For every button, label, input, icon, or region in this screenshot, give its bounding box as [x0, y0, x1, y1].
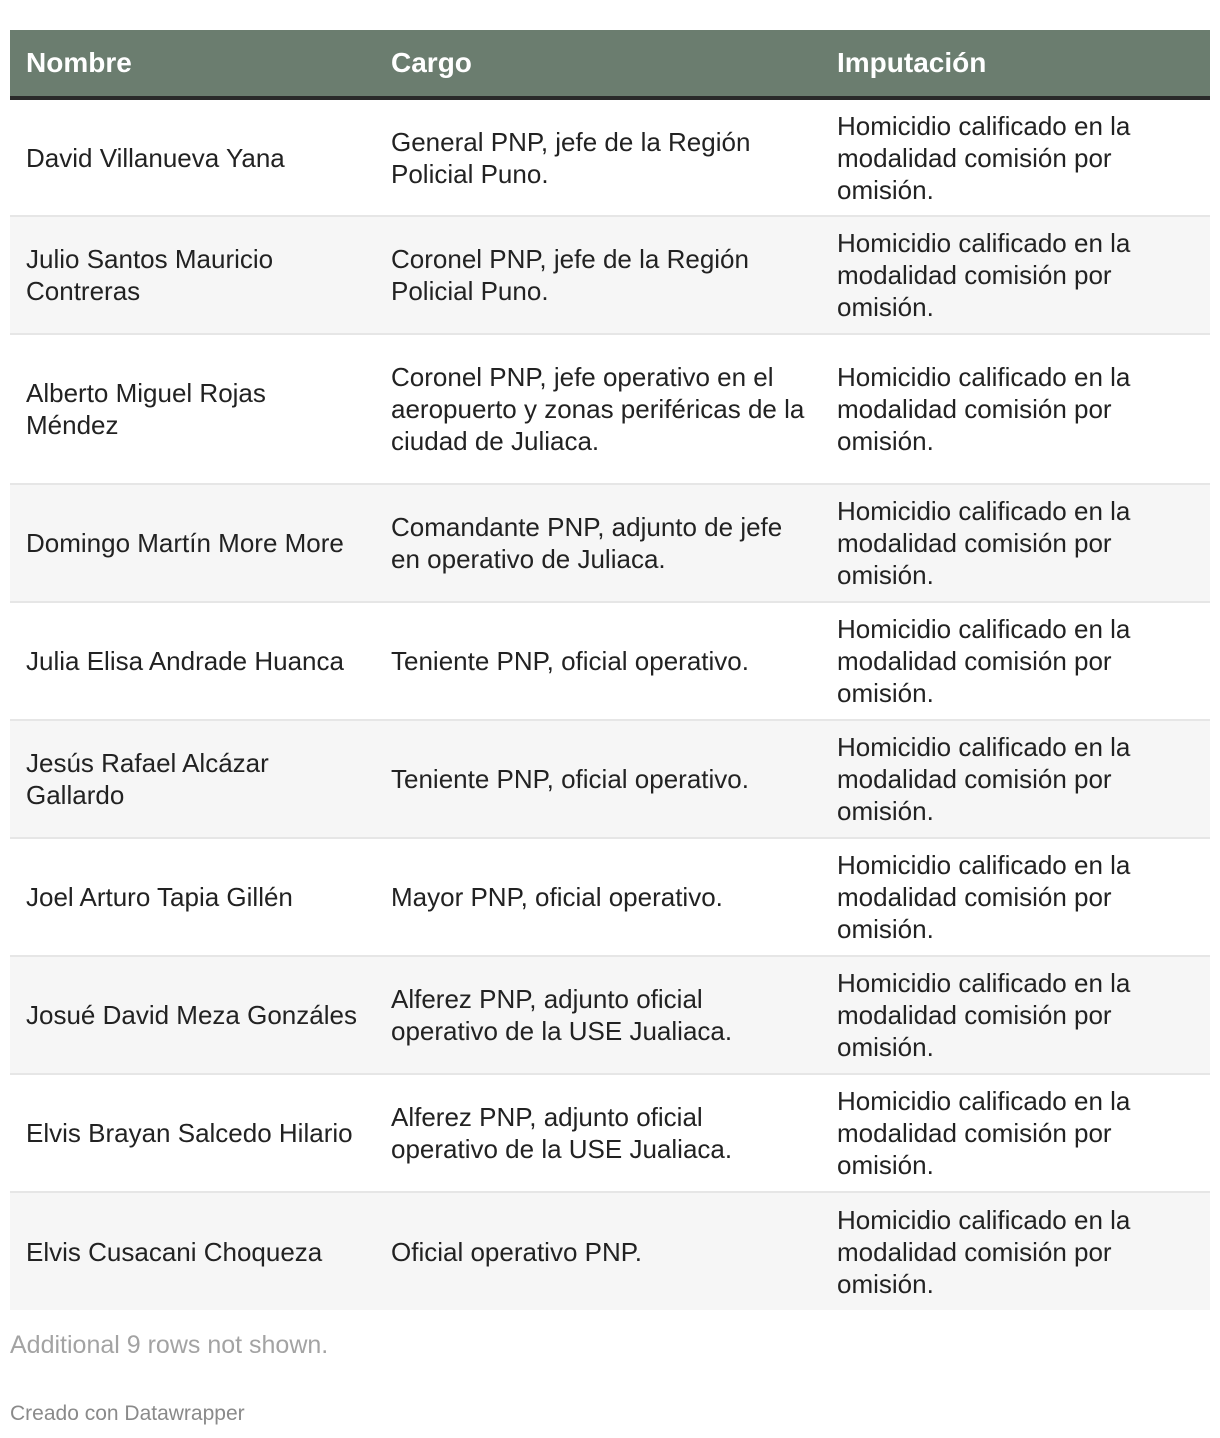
cell-cargo: Oficial operativo PNP.: [375, 1192, 821, 1310]
table-row: [10, 720, 1210, 838]
cell-cargo: Coronel PNP, jefe operativo en el aeropuerto y zonas periféricas de la ciudad de Juliaca.: [375, 334, 821, 484]
cell-cargo: Comandante PNP, adjunto de jefe en operativo de Juliaca.: [375, 484, 821, 602]
credit-link[interactable]: Creado con Datawrapper: [10, 1402, 245, 1425]
cell-nombre: Domingo Martín More More: [10, 484, 375, 602]
cell-imputacion: Homicidio calificado en la modalidad comisión por omisión.: [821, 1192, 1210, 1310]
data-table: [10, 30, 1210, 1310]
cell-nombre: Julio Santos Mauricio Contreras: [10, 216, 375, 334]
cell-imputacion: Homicidio calificado en la modalidad comisión por omisión.: [821, 98, 1210, 216]
cell-nombre: Elvis Brayan Salcedo Hilario: [10, 1074, 375, 1192]
header-row: [10, 30, 1210, 98]
cell-cargo: General PNP, jefe de la Región Policial Puno.: [375, 98, 821, 216]
cell-nombre: Josué David Meza Gonzáles: [10, 956, 375, 1074]
table-row: [10, 1074, 1210, 1192]
cell-imputacion: Homicidio calificado en la modalidad comisión por omisión.: [821, 334, 1210, 484]
more-rows-note: Additional 9 rows not shown.: [10, 1331, 329, 1359]
cell-imputacion: Homicidio calificado en la modalidad comisión por omisión.: [821, 602, 1210, 720]
data-table-container: [10, 30, 1210, 1310]
cell-nombre: Elvis Cusacani Choqueza: [10, 1192, 375, 1310]
table-row: [10, 98, 1210, 216]
cell-imputacion: Homicidio calificado en la modalidad comisión por omisión.: [821, 216, 1210, 334]
column-header-imputacion[interactable]: Imputación: [821, 30, 1210, 98]
table-body: [10, 98, 1210, 1310]
table-header: [10, 30, 1210, 98]
column-header-cargo[interactable]: Cargo: [375, 30, 821, 98]
cell-nombre: Alberto Miguel Rojas Méndez: [10, 334, 375, 484]
cell-cargo: Mayor PNP, oficial operativo.: [375, 838, 821, 956]
cell-imputacion: Homicidio calificado en la modalidad comisión por omisión.: [821, 1074, 1210, 1192]
table-row: [10, 484, 1210, 602]
cell-nombre: David Villanueva Yana: [10, 98, 375, 216]
cell-imputacion: Homicidio calificado en la modalidad comisión por omisión.: [821, 956, 1210, 1074]
cell-imputacion: Homicidio calificado en la modalidad comisión por omisión.: [821, 484, 1210, 602]
cell-cargo: Alferez PNP, adjunto oficial operativo de la USE Jualiaca.: [375, 1074, 821, 1192]
table-row: [10, 602, 1210, 720]
table-row: [10, 216, 1210, 334]
cell-nombre: Joel Arturo Tapia Gillén: [10, 838, 375, 956]
cell-cargo: Teniente PNP, oficial operativo.: [375, 720, 821, 838]
cell-cargo: Alferez PNP, adjunto oficial operativo de la USE Jualiaca.: [375, 956, 821, 1074]
cell-cargo: Coronel PNP, jefe de la Región Policial Puno.: [375, 216, 821, 334]
cell-nombre: Jesús Rafael Alcázar Gallardo: [10, 720, 375, 838]
table-row: [10, 334, 1210, 484]
cell-imputacion: Homicidio calificado en la modalidad comisión por omisión.: [821, 720, 1210, 838]
column-header-nombre[interactable]: Nombre: [10, 30, 375, 98]
cell-imputacion: Homicidio calificado en la modalidad comisión por omisión.: [821, 838, 1210, 956]
table-row: [10, 838, 1210, 956]
cell-nombre: Julia Elisa Andrade Huanca: [10, 602, 375, 720]
table-row: [10, 956, 1210, 1074]
table-row: [10, 1192, 1210, 1310]
cell-cargo: Teniente PNP, oficial operativo.: [375, 602, 821, 720]
